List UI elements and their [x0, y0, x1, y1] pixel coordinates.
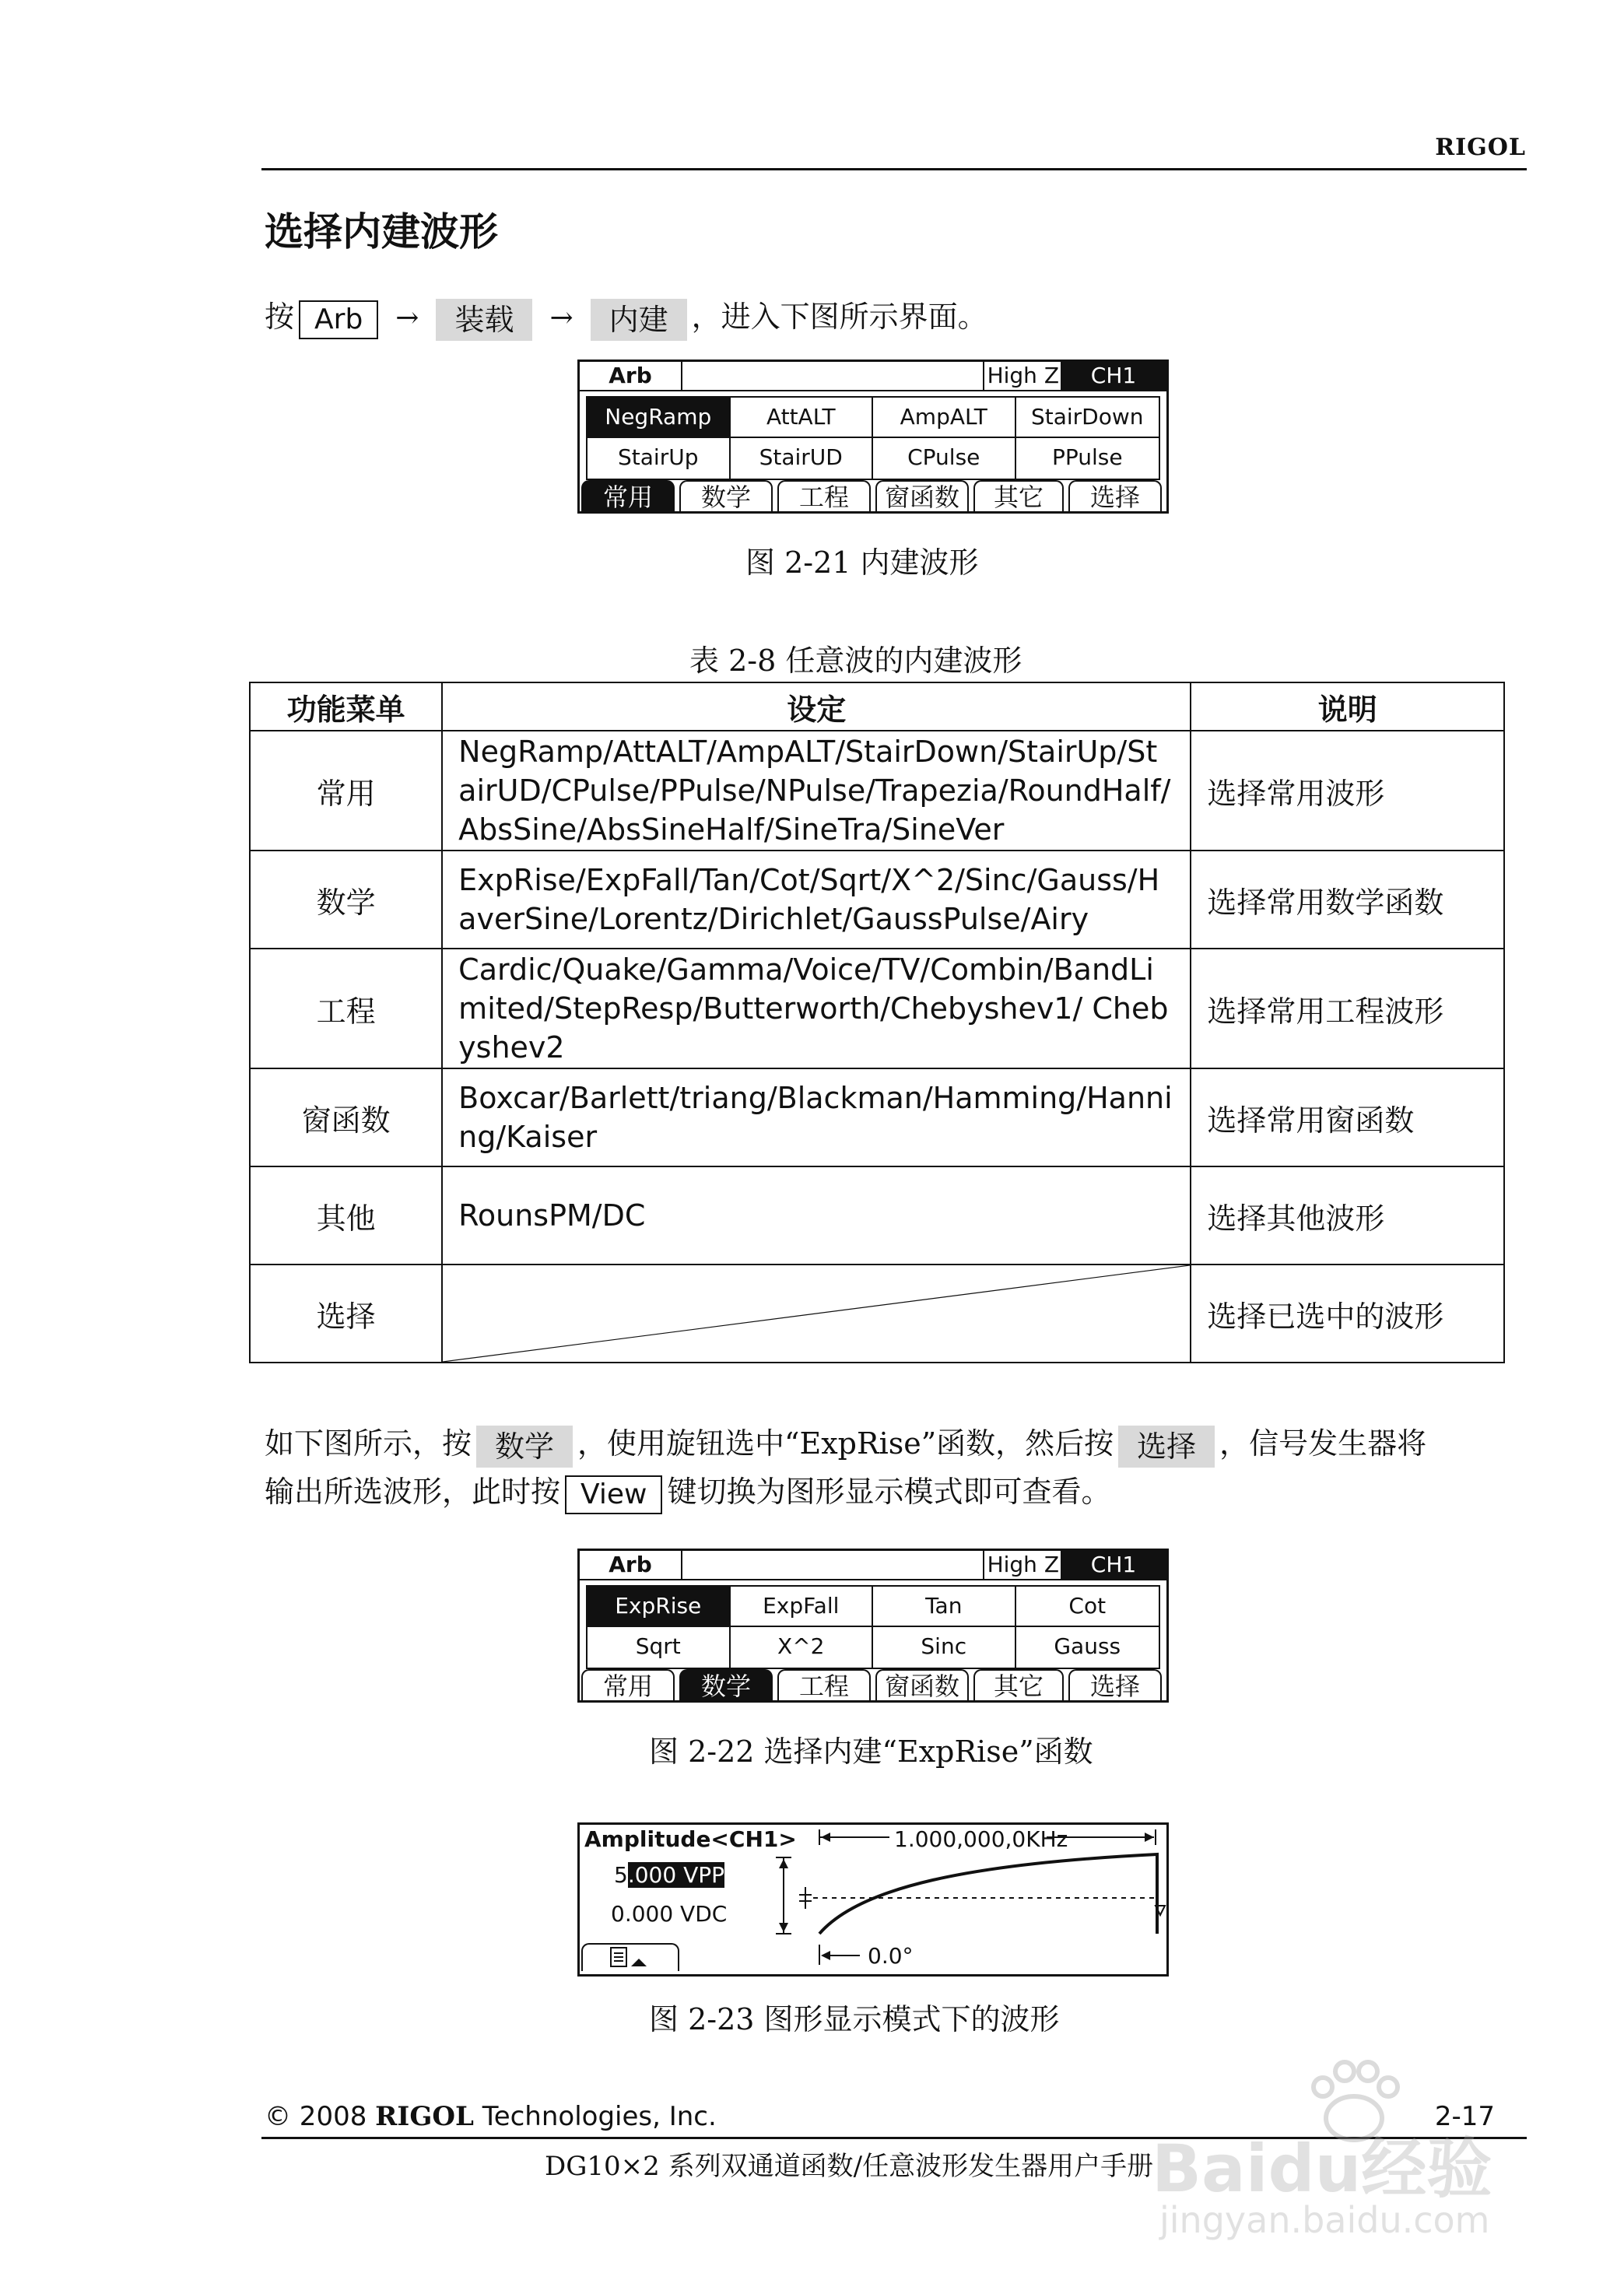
table-cell-function: 选择	[250, 1265, 442, 1363]
instruction-paragraph	[265, 1419, 1426, 1516]
figure-2-21-caption: 图 2-21 内建波形	[745, 545, 979, 580]
table-header-row	[250, 682, 1504, 731]
load-softkey: 装载	[436, 299, 532, 341]
table-header: 说明	[1191, 682, 1504, 731]
copyright-post: Technologies, Inc.	[473, 2101, 717, 2132]
lcd-waveform-grid	[586, 396, 1160, 480]
waveform-cell: ExpFall	[731, 1587, 874, 1627]
tab-engineering: 工程	[777, 480, 871, 511]
view-key: View	[565, 1475, 662, 1514]
header-brand: RIGOL	[1435, 134, 1526, 161]
table-row	[250, 1265, 1504, 1363]
para-text: ，信号发生器将	[1219, 1426, 1427, 1461]
tab-math: 数学	[679, 1669, 773, 1700]
lcd-channel-label: CH1	[1061, 362, 1166, 390]
table-cell-setting: Boxcar/Barlett/triang/Blackman/Hamming/Hanning/Kaiser	[442, 1068, 1191, 1166]
lcd-mode-label: Arb	[580, 362, 682, 390]
graph-offset: 0.000 VDC	[611, 1901, 728, 1927]
copyright-pre: © 2008	[265, 2101, 376, 2132]
figure-2-23-caption: 图 2-23 图形显示模式下的波形	[649, 2002, 1060, 2036]
para-text: 输出所选波形，此时按	[265, 1475, 561, 1509]
table-cell-description: 选择已选中的波形	[1191, 1265, 1504, 1363]
intro-press: 按	[265, 300, 295, 334]
table-2-8-caption: 表 2-8 任意波的内建波形	[689, 644, 1022, 678]
table-cell-function: 数学	[250, 851, 442, 949]
tab-other: 其它	[973, 480, 1064, 511]
table-cell-description: 选择常用数学函数	[1191, 851, 1504, 949]
table-cell-description: 选择常用窗函数	[1191, 1068, 1504, 1166]
para-text: 如下图所示，按	[265, 1426, 472, 1461]
section-title: 选择内建波形	[265, 209, 498, 254]
table-row	[250, 1068, 1504, 1166]
arb-math-screen	[577, 1549, 1169, 1703]
waveform-cell: StairUD	[731, 438, 874, 479]
waveform-cell: AttALT	[731, 398, 874, 438]
tab-other: 其它	[973, 1669, 1064, 1700]
lcd-status-bar	[580, 1551, 1166, 1580]
arrow-icon: →	[395, 302, 419, 334]
tab-math: 数学	[679, 480, 773, 511]
table-cell-function: 工程	[250, 949, 442, 1068]
table-row	[250, 949, 1504, 1068]
graph-title: Amplitude<CH1>	[584, 1826, 797, 1852]
table-row	[250, 1166, 1504, 1265]
table-cell-function: 常用	[250, 731, 442, 851]
select-softkey: 选择	[1118, 1426, 1215, 1468]
waveform-cell: Cot	[1016, 1587, 1159, 1627]
diagonal-strike	[443, 1265, 1190, 1362]
lcd-highz-label: High Z	[983, 1551, 1059, 1579]
amplitude-value: .000 VPP	[627, 1862, 724, 1888]
table-cell-description: 选择常用工程波形	[1191, 949, 1504, 1068]
table-cell-description: 选择其他波形	[1191, 1166, 1504, 1265]
tab-common: 常用	[581, 480, 675, 511]
intro-tail: ，进入下图所示界面。	[691, 300, 987, 334]
para-text: 键切换为图形显示模式即可查看。	[667, 1475, 1111, 1509]
lcd-softkey-tabs	[580, 477, 1166, 511]
lcd-highz-label: High Z	[983, 362, 1059, 390]
waveform-cell: StairDown	[1016, 398, 1159, 438]
lcd-softkey-tabs	[580, 1666, 1166, 1700]
lcd-mode-label: Arb	[580, 1551, 682, 1579]
table-cell-description: 选择常用波形	[1191, 731, 1504, 851]
table-cell-setting-empty	[442, 1265, 1191, 1363]
tab-engineering: 工程	[777, 1669, 871, 1700]
copyright-brand: RIGOL	[375, 2101, 474, 2132]
arb-key: Arb	[299, 300, 378, 339]
graph-frequency: 1.000,000,0KHz	[891, 1826, 1071, 1852]
table-header: 功能菜单	[250, 682, 442, 731]
watermark-brand: Baidu经验	[1152, 2131, 1492, 2207]
amplitude-digit: 5	[614, 1862, 628, 1888]
table-cell-setting: ExpRise/ExpFall/Tan/Cot/Sqrt/X^2/Sinc/Gauss/HaverSine/Lorentz/Dirichlet/GaussPulse/Airy	[442, 851, 1191, 949]
watermark-url: jingyan.baidu.com	[1159, 2199, 1490, 2241]
table-cell-setting: RounsPM/DC	[442, 1166, 1191, 1265]
tab-window: 窗函数	[875, 480, 969, 511]
graph-phase: 0.0°	[868, 1943, 914, 1969]
arrow-icon: →	[549, 302, 573, 334]
table-row	[250, 731, 1504, 851]
waveform-plot	[580, 1825, 1166, 1974]
arb-builtin-screen	[577, 360, 1169, 514]
footer-manual-title: DG10×2 系列双通道函数/任意波形发生器用户手册	[545, 2151, 1154, 2182]
waveform-cell: Sqrt	[588, 1627, 731, 1668]
lcd-status-bar	[580, 362, 1166, 391]
waveform-cell: Gauss	[1054, 1633, 1121, 1659]
table-cell-setting: NegRamp/AttALT/AmpALT/StairDown/StairUp/StairUD/CPulse/PPulse/NPulse/Trapezia/RoundHalf/AbsSine/AbsSineHalf/SineTra/SineVer	[442, 731, 1191, 851]
waveform-cell: PPulse	[1051, 444, 1123, 470]
arb-graph-screen	[577, 1822, 1169, 1977]
lcd-waveform-grid	[586, 1585, 1160, 1669]
table-cell-function: 窗函数	[250, 1068, 442, 1166]
table-cell-setting: Cardic/Quake/Gamma/Voice/TV/Combin/BandLimited/StepResp/Butterworth/Chebyshev1/ Chebyshev2	[442, 949, 1191, 1068]
tab-common: 常用	[581, 1669, 675, 1700]
tab-select: 选择	[1068, 1669, 1162, 1700]
header-rule	[261, 168, 1527, 170]
waveform-cell: NegRamp	[588, 398, 731, 438]
waveform-cell: ExpRise	[588, 1587, 731, 1627]
footer-copyright	[265, 2101, 717, 2132]
table-header: 设定	[442, 682, 1191, 731]
waveform-cell: Sinc	[873, 1627, 1016, 1668]
footer-page-number: 2-17	[1434, 2101, 1495, 2132]
waveform-cell: AmpALT	[873, 398, 1016, 438]
waveform-cell: StairUp	[588, 438, 731, 479]
waveform-cell: Tan	[873, 1587, 1016, 1627]
lcd-channel-label: CH1	[1061, 1551, 1166, 1579]
waveform-cell: X^2	[731, 1627, 874, 1668]
figure-2-22-caption: 图 2-22 选择内建“ExpRise”函数	[649, 1735, 1093, 1769]
watermark-logo	[1152, 2054, 1587, 2241]
intro-paragraph	[265, 293, 987, 342]
table-cell-function: 其他	[250, 1166, 442, 1265]
math-softkey: 数学	[476, 1426, 573, 1468]
builtin-softkey: 内建	[591, 299, 687, 341]
table-row	[250, 851, 1504, 949]
tab-select: 选择	[1068, 480, 1162, 511]
waveform-cell: CPulse	[873, 438, 1016, 479]
builtin-waveform-table	[249, 682, 1505, 1363]
tab-window: 窗函数	[875, 1669, 969, 1700]
para-text: ，使用旋钮选中“ExpRise”函数，然后按	[577, 1426, 1114, 1461]
